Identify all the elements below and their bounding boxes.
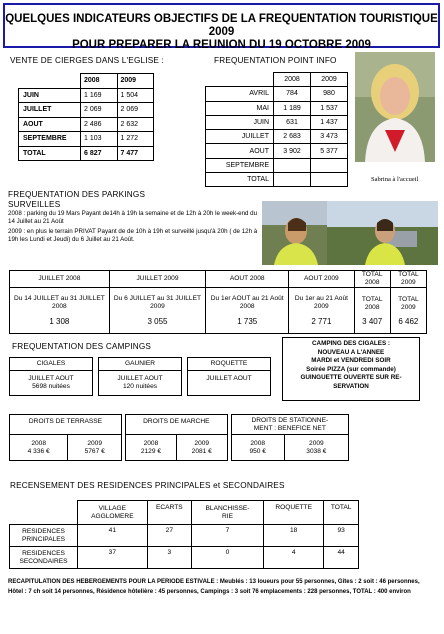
cierges-col-2009: 2009 [117,74,154,89]
table-row: SEPTEMBRE 1 103 1 272 [19,132,154,147]
photo-parking-guard-1 [262,201,327,265]
table-cell: TOTAL 2009 6 462 [390,288,426,334]
table-cell: 2008 4 336 € [10,435,68,461]
table-row: JUIN 1 169 1 504 [19,88,154,103]
table-cell: Du 14 JUILLET au 31 JUILLET 2008 1 308 [10,288,110,334]
table-row: JUIN 631 1 437 [206,115,348,129]
campings-heading: FREQUENTATION DES CAMPINGS [12,342,152,351]
page-title-line2: POUR PREPARER LA REUNION DU 19 OCTOBRE 2009 [72,39,371,51]
cierges-table [18,73,154,161]
photo-parking-guard-2 [327,201,438,265]
parkings-text-2009: 2009 : en plus le terrain PRIVAT Payant de de 10h à 19h et surveillé jusqu'à 20h ( de 12h à 19h les Lundi et Jeudi) du 6 Juillet au 21 Août. [8,228,258,243]
point-info-heading: FREQUENTATION POINT INFO [214,56,337,65]
table-cell: 2009 3038 € [284,435,348,461]
table-cell: JUILLET AOUT 120 nuitées [99,371,182,396]
photo-parking-guard-1-illustration [262,201,327,265]
cierges-heading: VENTE DE CIERGES DANS L'EGLISE : [10,56,165,65]
parkings-text-2008: 2008 : parking du 19 Mars Payant de14h à 19h la semaine et de 12h à 20h le week-end du 14 Juillet au 21 Août [8,210,258,225]
table-row: TOTAL [206,173,348,187]
table-row: RESIDENCES PRINCIPALES 41 27 7 18 93 [10,525,359,547]
camping-cigales-box: CAMPING DES CIGALES : NOUVEAU A L'ANNEE MARDI et VENDREDI SOIR Soirée PIZZA (sur commande) GUINGUETTE OUVERTE SUR RE- SERVATION [282,337,420,401]
table-row: SEPTEMBRE [206,158,348,172]
photo-caption: Sabrina à l'accueil [371,176,419,183]
photo-parking-guard-2-illustration [327,201,438,265]
table-cell: JUILLET AOUT 5698 nuitées [10,371,93,396]
parkings-table: JUILLET 2008 JUILLET 2009 AOUT 2008 AOUT 2009 TOTAL 2008 TOTAL 2009 Du 14 JUILLET au 31 JUILLET 2008 1 308 Du 6 JUILLET au 31 JUILLET 2009 3 055 Du 1er AOUT au 21 Août 2008 1 735 Du 1er au 21 Août 2009 2 771 TOTAL 2008 3 407 TOTAL 2009 6 462 [9,270,427,334]
photo-sabrina-illustration [355,52,435,162]
recap-text: RECAPITULATION DES HEBERGEMENTS POUR LA PERIODE ESTIVALE : Meublés : 13 loueurs pour 55 personnes, Gîtes : 2 soit : 46 personnes, Hôtel : 7 ch soit 14 personnes, Résidence hôtelière : 45 personnes, Campings : 3 soit 76 emplacements : 228 personnes, TOTAL : 400 environ [8,579,420,595]
parkings-heading-1: FREQUENTATION DES PARKINGS [8,190,146,199]
page-title-line1: QUELQUES INDICATEURS OBJECTIFS DE LA FREQUENTATION TOURISTIQUE 2009 [5,13,438,38]
table-cell: Du 6 JUILLET au 31 JUILLET 2009 3 055 [109,288,205,334]
residences-table: VILLAGE AGGLOMERE ECARTS BLANCHISSE- RIE ROQUETTE TOTAL RESIDENCES PRINCIPALES 41 27 7 18 93 RESIDENCES SECONDAIRES 37 3 0 4 44 [9,500,359,569]
table-row: AOUT 2 486 2 632 [19,117,154,132]
table-cell: 2009 5767 € [68,435,122,461]
parkings-heading-2: SURVEILLES [8,200,61,209]
cierges-col-2008: 2008 [81,74,118,89]
table-row: JUILLET 2 069 2 069 [19,103,154,118]
photo-sabrina [355,52,435,162]
point-info-table: 2008 2009 AVRIL 784 980 MAI 1 189 1 537 JUIN 631 1 437 JUILLET 2 683 3 473 AOUT 3 902 5 377 SEPTEMBRE TOTAL [205,72,348,187]
table-cell: 2008 950 € [231,435,284,461]
page-title-box [3,3,440,51]
table-cell: TOTAL 2008 3 407 [354,288,390,334]
table-cell: Du 1er au 21 Août 2009 2 771 [289,288,354,334]
table-row: TOTAL 6 827 7 477 [19,146,154,161]
table-row: RESIDENCES SECONDAIRES 37 3 0 4 44 [10,547,359,569]
table-row: MAI 1 189 1 537 [206,101,348,115]
campings-table: CIGALES GAUNIER ROQUETTE JUILLET AOUT 5698 nuitées JUILLET AOUT 120 nuitées JUILLET AOUT [9,357,271,396]
table-cell: Du 1er AOUT au 21 Août 2008 1 735 [206,288,289,334]
table-cell: 2009 2081 € [176,435,227,461]
droits-table: DROITS DE TERRASSE DROITS DE MARCHE DROITS DE STATIONNE- MENT : BENEFICE NET 2008 4 336 € 2009 5767 € 2008 2129 € 2009 2081 € 2008 950 € 2009 3038 € [9,414,349,461]
table-row: AVRIL 784 980 [206,87,348,101]
residences-heading: RECENSEMENT DES RESIDENCES PRINCIPALES et SECONDAIRES [10,481,285,490]
table-cell: 2008 2129 € [126,435,177,461]
table-row: AOUT 3 902 5 377 [206,144,348,158]
table-cell: JUILLET AOUT [188,371,271,396]
table-row: JUILLET 2 683 3 473 [206,130,348,144]
